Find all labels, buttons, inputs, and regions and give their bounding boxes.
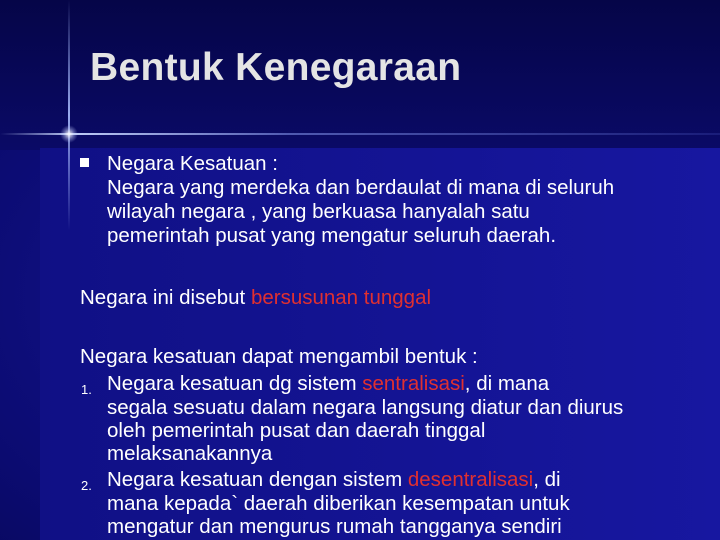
list-item-highlight: desentralisasi: [407, 468, 534, 491]
bullet-line: pemerintah pusat yang mengatur seluruh daerah.: [107, 224, 557, 247]
list-item-prefix: Negara kesatuan dengan sistem: [107, 468, 408, 491]
list-item-line: melaksanakannya: [107, 442, 273, 465]
list-item-line: mana kepada` daerah diberikan kesempatan untuk: [107, 492, 570, 515]
list-item-highlight: sentralisasi: [362, 372, 465, 395]
list-item-line: segala sesuatu dalam negara langsung diatur dan diurus: [107, 396, 624, 419]
list-item-first-line: [107, 468, 561, 492]
decorative-horizontal-line: [0, 133, 720, 135]
list-number: 1.: [81, 382, 92, 397]
bullet-line: wilayah negara , yang berkuasa hanyalah satu: [107, 200, 530, 223]
list-item-line: mengatur dan mengurus rumah tangganya sendiri: [107, 515, 562, 538]
slide-title: Bentuk Kenegaraan: [90, 46, 462, 89]
decorative-vertical-line: [68, 0, 70, 230]
square-bullet-icon: [80, 158, 89, 167]
list-item-line: oleh pemerintah pusat dan daerah tinggal: [107, 419, 486, 442]
bullet-line: Negara yang merdeka dan berdaulat di mana di seluruh: [107, 176, 615, 199]
list-item-first-line: [107, 372, 549, 396]
decorative-sparkle: [60, 125, 78, 143]
bullet-heading: Negara Kesatuan :: [107, 152, 278, 175]
intro-text: Negara kesatuan dapat mengambil bentuk :: [80, 345, 478, 368]
list-item-suffix: , di: [533, 468, 561, 491]
list-item-suffix: , di mana: [464, 372, 550, 395]
statement: [80, 286, 431, 310]
statement-highlight: bersusunan tunggal: [250, 286, 432, 309]
list-item-prefix: Negara kesatuan dg sistem: [107, 372, 363, 395]
statement-prefix: Negara ini disebut: [80, 286, 251, 309]
list-number: 2.: [81, 478, 92, 493]
